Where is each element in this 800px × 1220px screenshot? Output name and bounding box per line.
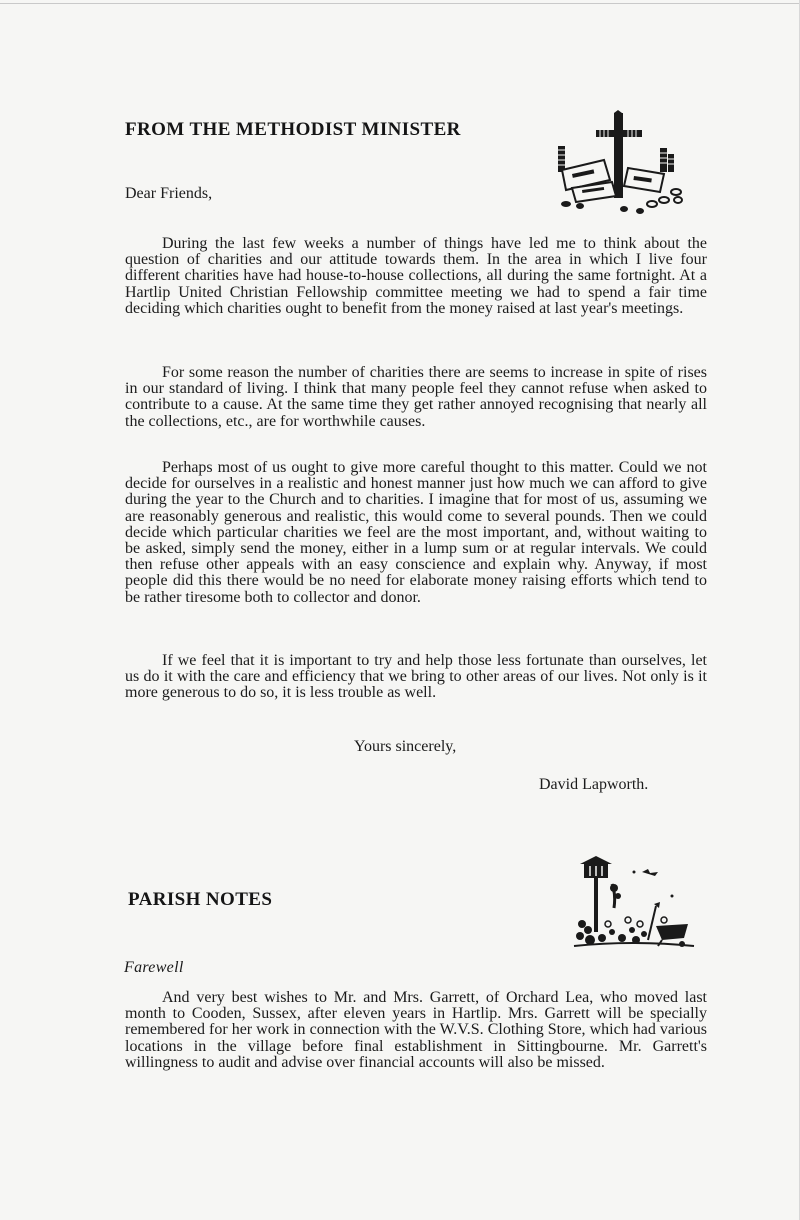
village-garden-icon xyxy=(572,854,696,950)
parish-heading: PARISH NOTES xyxy=(128,889,273,910)
farewell-paragraph: And very best wishes to Mr. and Mrs. Garrett, of Orchard Lea, who moved last month to Cooden, Sussex, after eleven years in Hartlip. Mrs. Garrett will be specially remembered for her work in connection with the W.V.S. Clothing Store, which had various locations in the village before final establishment in Sittingbourne. Mr. Garrett's willingness to audit and advise over financial accounts will also be missed. xyxy=(125,989,707,1071)
minister-paragraph-2: For some reason the number of charities there are seems to increase in spite of rises in our standard of living. I think that many people feel they cannot refuse when asked to contribute to a cause. At the same time they get rather annoyed recognising that nearly all the collections, etc., are for worthwhile causes. xyxy=(125,364,707,430)
minister-paragraph-4: If we feel that it is important to try and help those less fortunate than ourselves, let us do it with the care and efficiency that we bring to other areas of our lives. Not only is it more generous to do so, it is less trouble as well. xyxy=(125,652,707,702)
minister-paragraph-1: During the last few weeks a number of things have led me to think about the question of charities and our attitude towards them. In the area in which I live four different charities have had house-to-house collections, all during the same fortnight. At a Hartlip United Christian Fellowship committee meeting we had to spend a fair time deciding which charities ought to benefit from the money raised at last year's meetings. xyxy=(125,235,707,317)
signature: David Lapworth. xyxy=(539,776,649,793)
cross-with-money-icon xyxy=(552,108,688,216)
minister-heading: FROM THE METHODIST MINISTER xyxy=(125,119,461,140)
closing: Yours sincerely, xyxy=(354,738,457,755)
farewell-subheading: Farewell xyxy=(124,959,184,976)
top-edge-rule xyxy=(0,3,800,4)
salutation: Dear Friends, xyxy=(125,185,213,202)
minister-paragraph-3: Perhaps most of us ought to give more careful thought to this matter. Could we not decide for ourselves in a realistic and honest manner just how much we can afford to give during the year to the Church and to charities. I imagine that for most of us, assuming we are reasonably generous and realistic, this would come to several pounds. Then we could decide which particular charities we feel are the most important, and, without waiting to be asked, simply send the money, either in a lump sum or at regular intervals. We could then refuse other appeals with an easy conscience and explain why. Anyway, if most people did this there would be no need for elaborate money raising efforts which tend to be rather tiresome both to collector and donor. xyxy=(125,459,707,606)
